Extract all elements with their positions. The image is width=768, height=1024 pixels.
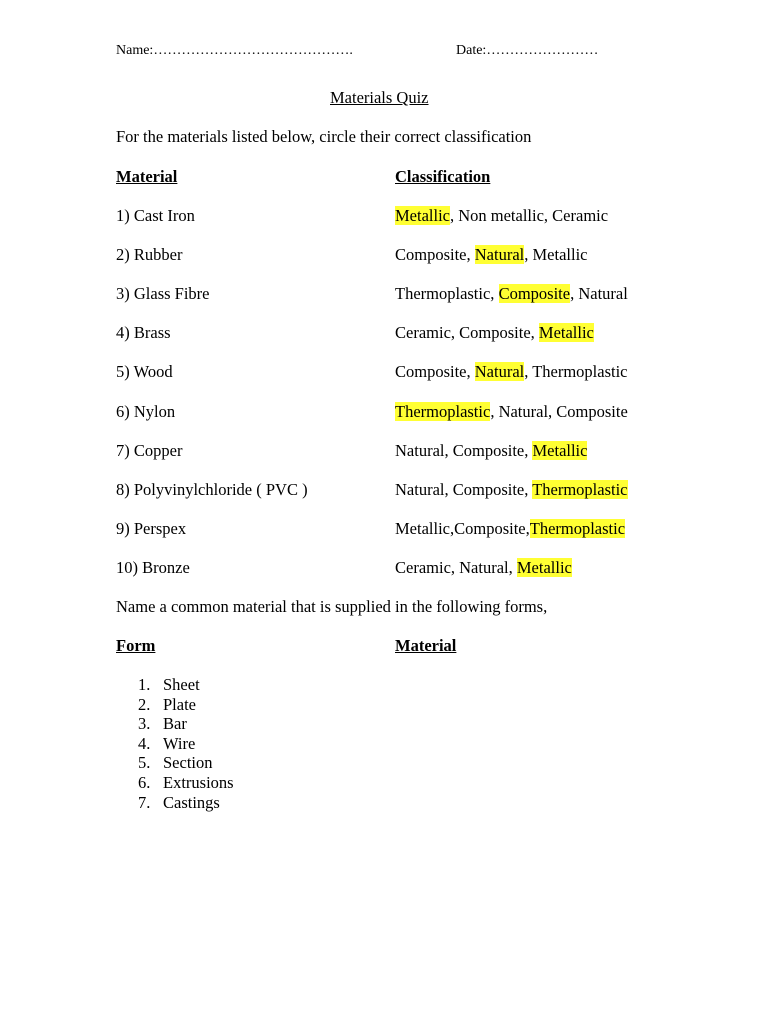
option-text: , Thermoplastic (524, 362, 628, 382)
material-name: 7) Copper (116, 440, 183, 460)
page-title: Materials Quiz (330, 88, 429, 107)
date-field: Date:…………………… (456, 43, 599, 58)
option-text: , Natural, Composite (490, 401, 628, 421)
form-item-label: Sheet (163, 675, 200, 694)
classification-row (116, 441, 676, 463)
highlighted-answer: Natural (474, 362, 525, 382)
option-text: Natural, Composite, (395, 440, 533, 460)
form-item-number: 4. (138, 733, 151, 753)
instruction-classification: For the materials listed below, circle their correct classification (116, 127, 532, 146)
highlighted-answer: Thermoplastic (529, 518, 626, 538)
form-item-label: Plate (163, 694, 196, 714)
classification-row (116, 362, 676, 384)
form-item-number: 2. (138, 694, 151, 714)
classification-row (116, 284, 676, 306)
classification-options (395, 245, 587, 265)
highlighted-answer: Metallic (532, 440, 588, 460)
classification-row (116, 480, 676, 502)
form-item-number: 6. (138, 772, 151, 792)
option-text: Metallic,Composite, (395, 518, 530, 538)
option-text: Thermoplastic, (395, 284, 499, 304)
option-text: , Natural (570, 284, 628, 304)
form-item-label: Wire (163, 733, 196, 753)
form-item-number: 1. (138, 675, 151, 694)
highlighted-answer: Thermoplastic (532, 479, 628, 499)
classification-options (395, 441, 587, 461)
option-text: Natural, Composite, (395, 479, 533, 499)
form-item-number: 7. (138, 792, 151, 812)
option-text: , Non metallic, Ceramic (449, 206, 609, 225)
classification-row (116, 206, 676, 228)
highlighted-answer: Thermoplastic (395, 401, 491, 421)
highlighted-answer: Natural (474, 245, 525, 265)
instruction-forms: Name a common material that is supplied in the following forms, (116, 597, 548, 616)
material-name: 6) Nylon (116, 401, 176, 421)
material-name: 2) Rubber (116, 245, 183, 265)
material-name: 1) Cast Iron (116, 206, 195, 225)
highlighted-answer: Metallic (516, 557, 572, 577)
form-item-label: Bar (163, 714, 187, 734)
highlighted-answer: Composite (498, 284, 571, 304)
material-name: 5) Wood (116, 362, 173, 382)
classification-options (395, 558, 572, 578)
option-text: , Metallic (524, 245, 588, 265)
material-name: 4) Brass (116, 323, 171, 343)
material-column-header: Material (116, 167, 178, 186)
material-name: 3) Glass Fibre (116, 284, 210, 304)
classification-row (116, 245, 676, 267)
form-item-number: 5. (138, 753, 151, 773)
classification-options (395, 323, 594, 343)
classification-row (116, 323, 676, 345)
option-text: Ceramic, Natural, (395, 557, 517, 577)
classification-options (395, 480, 628, 500)
option-text: Ceramic, Composite, (395, 323, 539, 343)
form-item-label: Extrusions (163, 772, 234, 792)
classification-options (395, 402, 628, 422)
form-column-header: Form (116, 636, 156, 655)
option-text: Composite, (395, 245, 475, 265)
material-name: 8) Polyvinylchloride ( PVC ) (116, 479, 308, 499)
form-material-column-header: Material (395, 636, 457, 655)
classification-options (395, 206, 608, 226)
option-text: Composite, (395, 362, 475, 382)
classification-options (395, 362, 628, 382)
highlighted-answer: Metallic (538, 323, 594, 343)
highlighted-answer: Metallic (395, 206, 450, 225)
material-name: 9) Perspex (116, 518, 187, 538)
classification-row (116, 519, 676, 541)
name-field: Name:……………………………………. (116, 43, 353, 58)
classification-row (116, 558, 676, 580)
classification-options (395, 284, 628, 304)
material-name: 10) Bronze (116, 557, 190, 577)
form-item-label: Section (163, 753, 213, 773)
form-item-label: Castings (163, 792, 220, 812)
form-item-number: 3. (138, 714, 151, 734)
classification-row (116, 402, 676, 424)
classification-column-header: Classification (395, 167, 491, 186)
classification-options (395, 519, 625, 539)
